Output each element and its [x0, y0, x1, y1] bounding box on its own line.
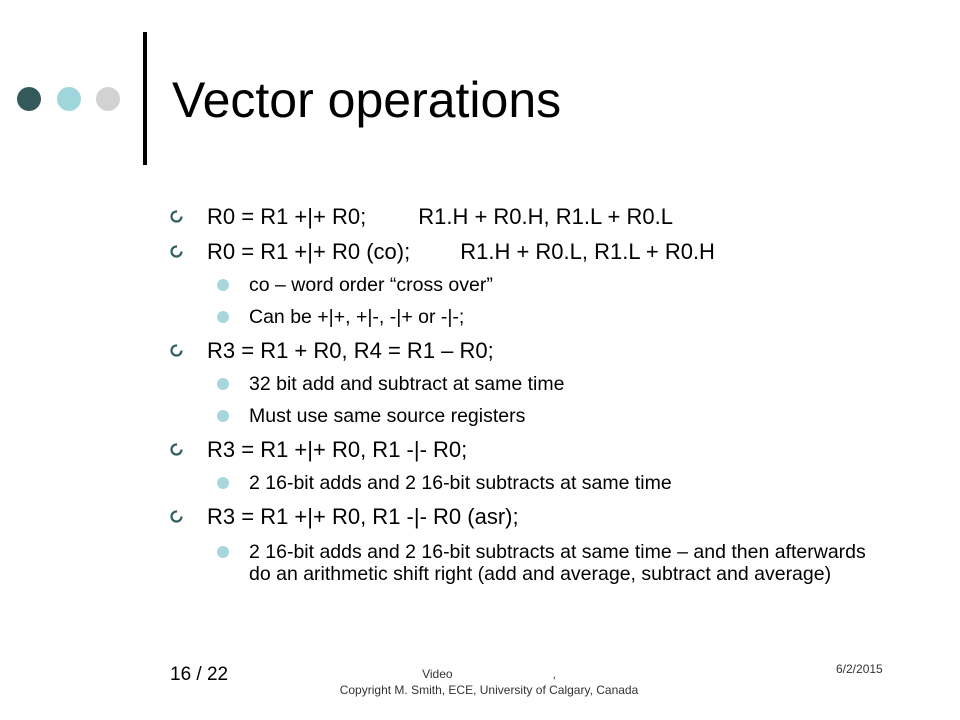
bullet-item — [170, 199, 870, 234]
bullet-l2-icon — [217, 410, 229, 422]
bullet-text-code: R0 = R1 +|+ R0; — [207, 204, 367, 229]
footer-line-1 — [317, 666, 661, 682]
sub-bullet-text: 32 bit add and subtract at same time — [249, 373, 565, 395]
sub-bullet-text: Can be +|+, +|-, -|+ or -|-; — [249, 306, 465, 328]
bullet-l2-icon — [217, 477, 229, 489]
bullet-l1-icon — [170, 245, 183, 258]
sub-bullet-item — [170, 368, 870, 400]
sub-bullet-item — [170, 269, 870, 301]
footer-mark: , — [552, 667, 556, 681]
bullet-l1-icon — [170, 210, 183, 223]
bullet-text: R3 = R1 +|+ R0, R1 -|- R0 (asr); — [207, 504, 519, 529]
bullet-item — [170, 234, 870, 269]
bullet-text-code: R0 = R1 +|+ R0 (co); — [207, 239, 411, 264]
bullet-item — [170, 432, 870, 467]
bullet-item — [170, 333, 870, 368]
title-divider — [143, 32, 147, 165]
bullet-l1-icon — [170, 510, 183, 523]
bullet-text-meaning: R1.H + R0.H, R1.L + R0.L — [418, 204, 673, 229]
footer-line-2: Copyright M. Smith, ECE, University of Calgary, Canada — [339, 683, 639, 697]
sub-bullet-item — [170, 301, 870, 333]
page-number: 16 / 22 — [170, 664, 229, 685]
sub-bullet-text: 2 16-bit adds and 2 16-bit subtracts at same time – and then afterwards do an arithmetic shift right (add and average, subtract and average) — [249, 541, 866, 585]
bullet-l1-icon — [170, 443, 183, 456]
bullet-item — [170, 499, 870, 534]
slide-title: Vector operations — [172, 72, 562, 128]
decorative-dot-dark — [17, 87, 41, 111]
sub-bullet-text: co – word order “cross over” — [249, 274, 493, 296]
bullet-l1-icon — [170, 344, 183, 357]
footer-date: 6/2/2015 — [836, 662, 883, 676]
sub-bullet-item — [170, 467, 870, 499]
bullet-l2-icon — [217, 311, 229, 323]
sub-bullet-text: 2 16-bit adds and 2 16-bit subtracts at same time — [249, 472, 672, 494]
bullet-l2-icon — [217, 378, 229, 390]
bullet-l2-icon — [217, 546, 229, 558]
footer-video-label: Video — [422, 667, 453, 681]
sub-bullet-item — [170, 534, 889, 585]
bullet-text-meaning: R1.H + R0.L, R1.L + R0.H — [460, 239, 715, 264]
footer-copyright — [317, 666, 661, 698]
sub-bullet-item — [170, 400, 870, 432]
decorative-dot-light — [96, 87, 120, 111]
bullet-text: R3 = R1 +|+ R0, R1 -|- R0; — [207, 437, 468, 462]
decorative-dot-teal — [57, 87, 81, 111]
slide-content — [170, 199, 870, 585]
sub-bullet-text: Must use same source registers — [249, 405, 526, 427]
bullet-l2-icon — [217, 279, 229, 291]
bullet-text: R3 = R1 + R0, R4 = R1 – R0; — [207, 338, 494, 363]
